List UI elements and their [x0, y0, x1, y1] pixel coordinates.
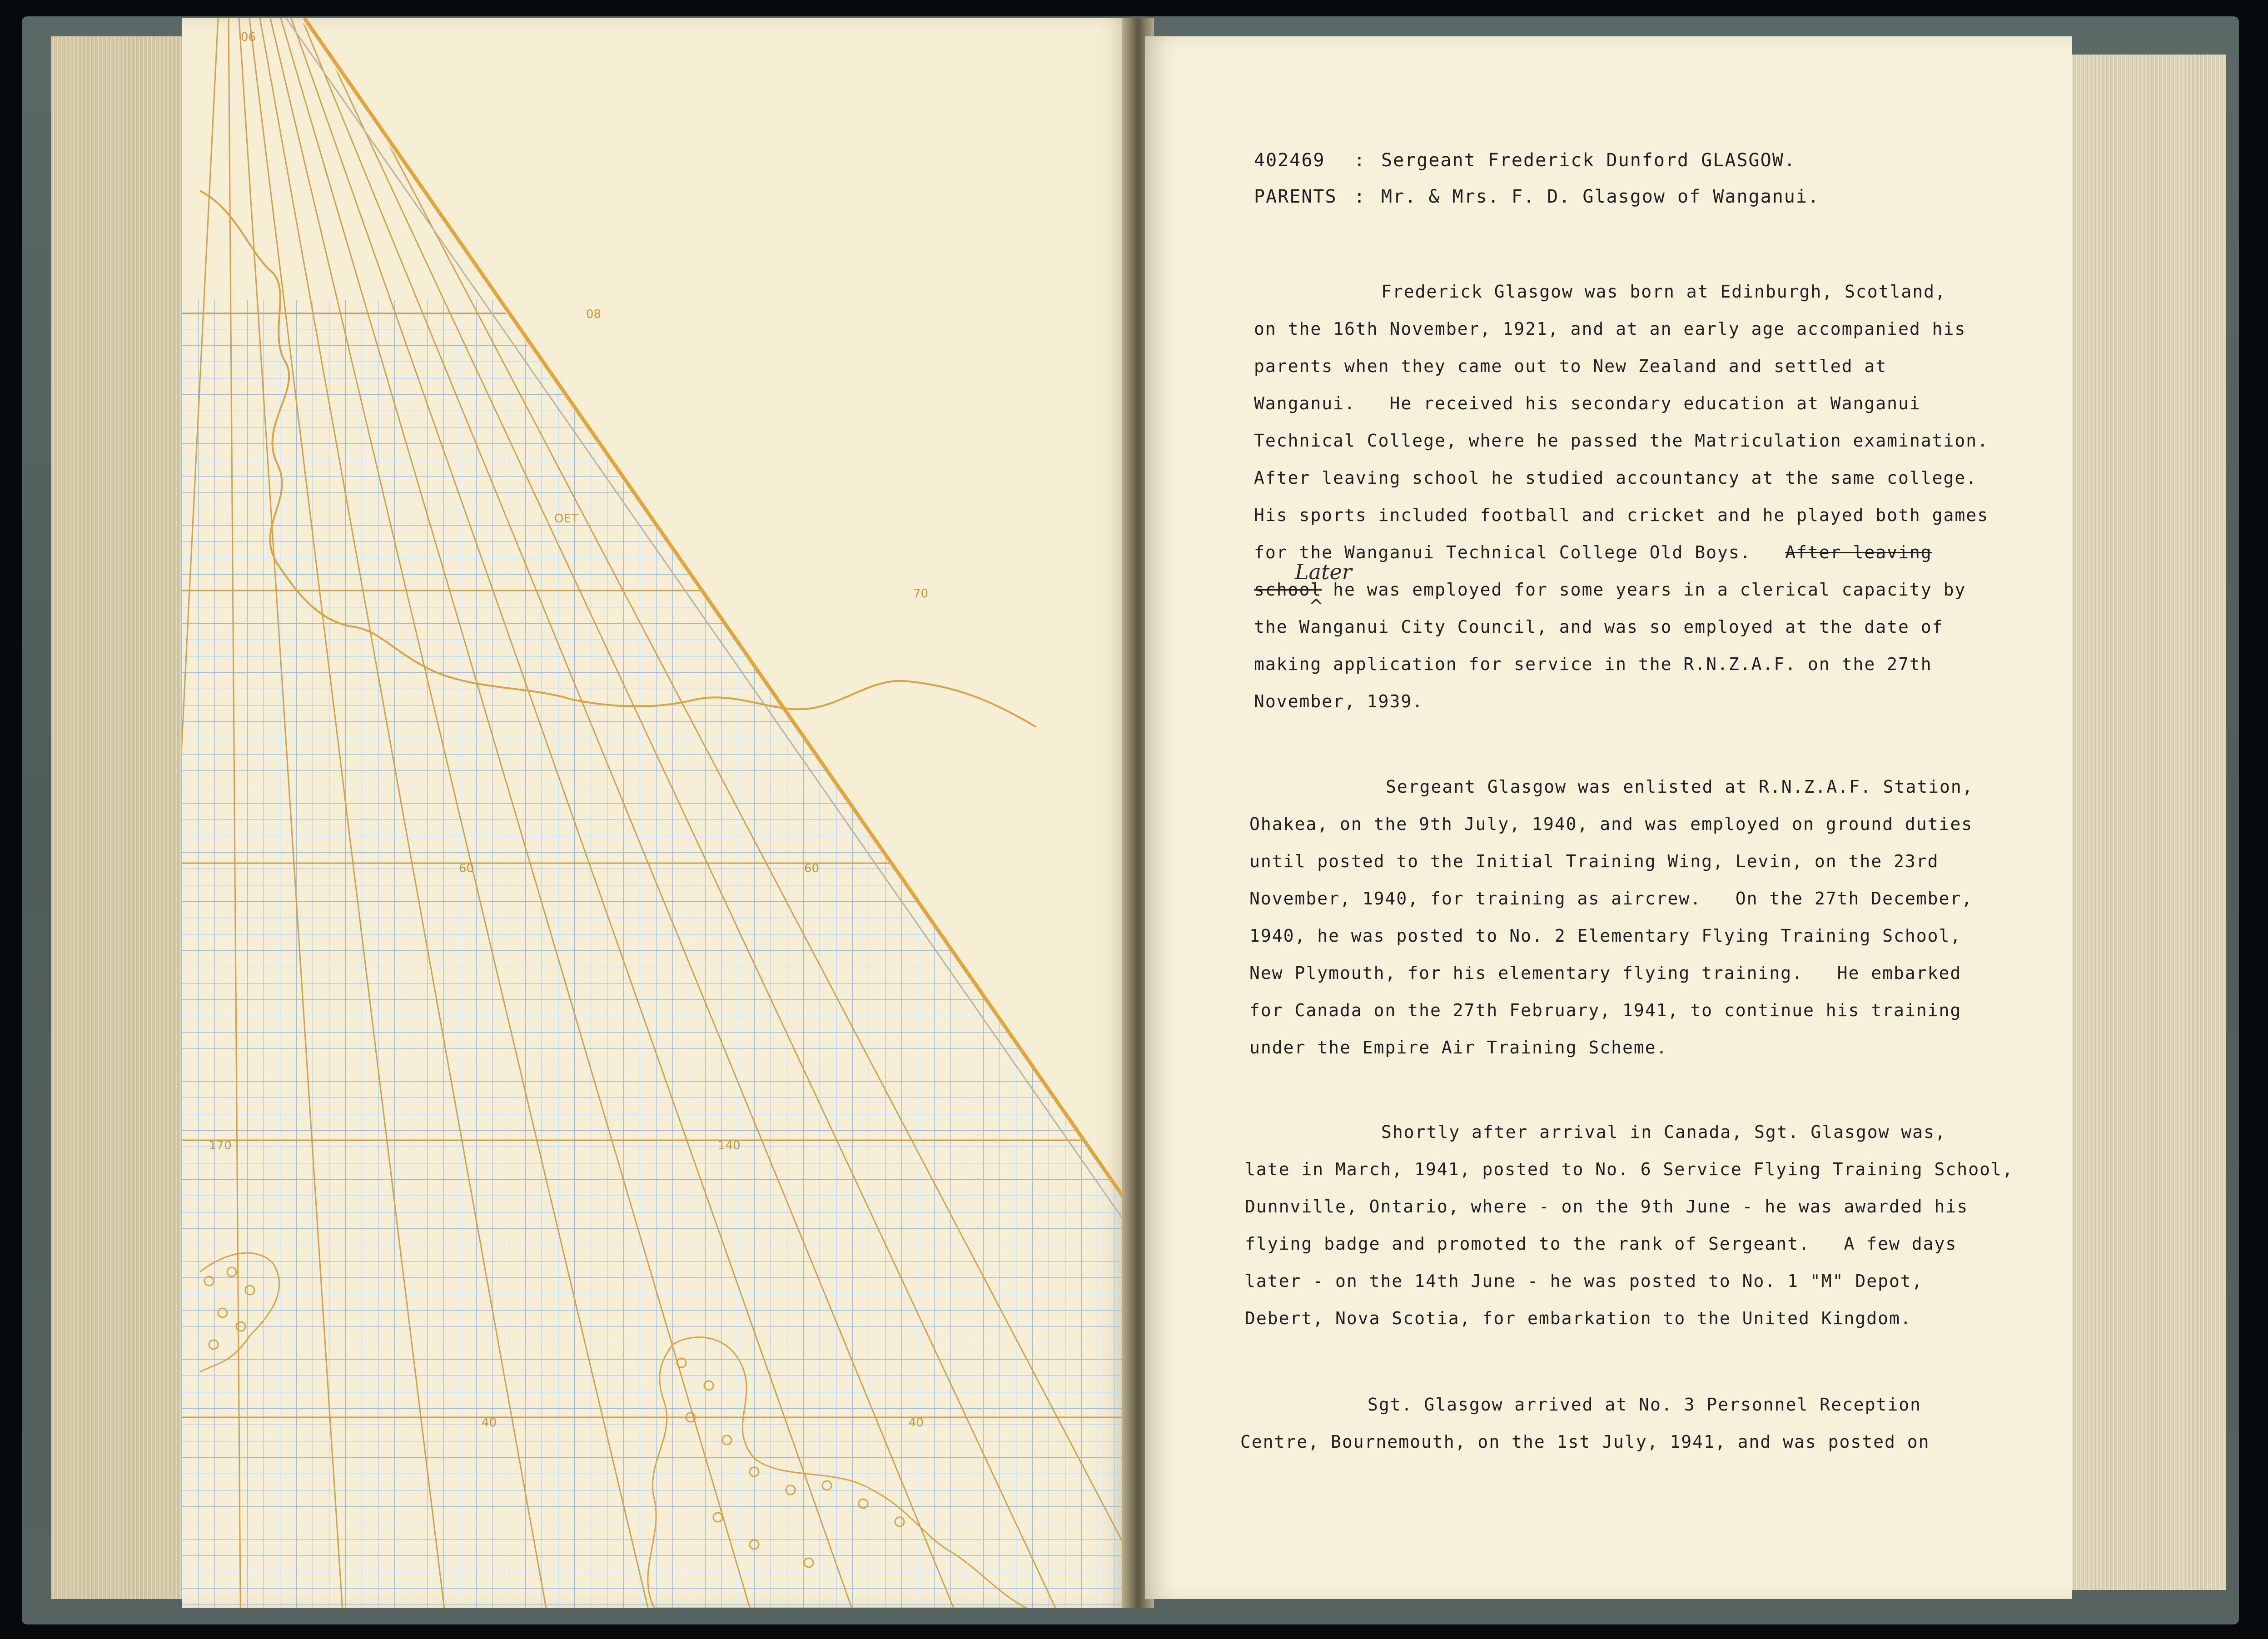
map-label: 60: [804, 862, 820, 875]
text-line: Sgt. Glasgow arrived at No. 3 Personnel Reception: [1368, 1395, 1922, 1415]
parents-label: PARENTS: [1254, 186, 1337, 207]
text-line: on the 16th November, 1921, and at an early age accompanied his: [1254, 319, 1966, 339]
text-line: November, 1939.: [1254, 691, 1424, 711]
text-line: Centre, Bournemouth, on the 1st July, 1941, and was posted on: [1240, 1432, 1930, 1452]
text-line: until posted to the Initial Training Wing, Levin, on the 23rd: [1249, 851, 1939, 871]
map-label: 08: [586, 308, 602, 321]
text-line: [1254, 542, 1932, 562]
text-span: he was employed for some years in a clerical capacity by: [1322, 580, 1966, 600]
text-line: late in March, 1941, posted to No. 6 Service Flying Training School,: [1245, 1159, 2014, 1179]
text-line: Frederick Glasgow was born at Edinburgh, Scotland,: [1381, 282, 1946, 302]
map-label: 06: [241, 30, 256, 44]
struck-text: school: [1254, 580, 1322, 600]
map-label: 40: [909, 1416, 924, 1430]
right-page-text: [1145, 36, 2072, 1599]
text-line: 1940, he was posted to No. 2 Elementary Flying Training School,: [1249, 926, 1962, 946]
text-line: parents when they came out to New Zealand and settled at: [1254, 356, 1887, 376]
text-line: Shortly after arrival in Canada, Sgt. Glasgow was,: [1381, 1122, 1946, 1142]
map-label: 60: [459, 862, 474, 875]
text-span: for the Wanganui Technical College Old Boys.: [1254, 542, 1786, 562]
right-page-edges: [2054, 55, 2226, 1590]
handwritten-insert: Later: [1295, 560, 1352, 584]
map-label: 140: [718, 1139, 741, 1152]
text-line: Ohakea, on the 9th July, 1940, and was employed on ground duties: [1249, 814, 1973, 834]
text-line: Dunnville, Ontario, where - on the 9th June - he was awarded his: [1245, 1197, 1969, 1217]
text-line: His sports included football and cricket and he played both games: [1254, 505, 1989, 525]
text-line: flying badge and promoted to the rank of Sergeant. A few days: [1245, 1234, 1957, 1254]
text-line: After leaving school he studied accountancy at the same college.: [1254, 468, 1978, 488]
text-line: later - on the 14th June - he was posted to No. 1 "M" Depot,: [1245, 1271, 1923, 1291]
graticule-grid: [182, 300, 1131, 1608]
header-sep: :: [1354, 150, 1366, 171]
text-line: for Canada on the 27th February, 1941, to continue his training: [1249, 1000, 1962, 1020]
map-label: 170: [209, 1139, 232, 1152]
text-line: New Plymouth, for his elementary flying training. He embarked: [1249, 963, 1962, 983]
struck-text: After leaving: [1785, 542, 1932, 562]
map-label: 40: [482, 1416, 497, 1430]
airman-name: Sergeant Frederick Dunford GLASGOW.: [1381, 150, 1796, 171]
text-line: under the Empire Air Training Scheme.: [1249, 1038, 1668, 1058]
left-page-map: [182, 18, 1131, 1608]
text-line: Wanganui. He received his secondary education at Wanganui: [1254, 393, 1921, 413]
text-line: the Wanganui City Council, and was so employed at the date of: [1254, 617, 1944, 637]
text-line: making application for service in the R.N.Z.A.F. on the 27th: [1254, 654, 1932, 674]
header-sep: :: [1354, 186, 1366, 207]
text-line: Sergeant Glasgow was enlisted at R.N.Z.A.F. Station,: [1386, 777, 1974, 797]
service-number: 402469: [1254, 150, 1325, 171]
text-line: Technical College, where he passed the Matriculation examination.: [1254, 431, 1989, 451]
map-label: OET: [554, 512, 578, 526]
parents-name: Mr. & Mrs. F. D. Glasgow of Wanganui.: [1381, 186, 1820, 207]
text-line: [1254, 580, 1966, 600]
text-line: November, 1940, for training as aircrew. On the 27th December,: [1249, 889, 1973, 909]
caret-mark: ^: [1308, 596, 1324, 617]
map-chart: [182, 18, 1131, 1608]
text-line: Debert, Nova Scotia, for embarkation to the United Kingdom.: [1245, 1308, 1912, 1328]
map-label: 70: [913, 587, 929, 601]
